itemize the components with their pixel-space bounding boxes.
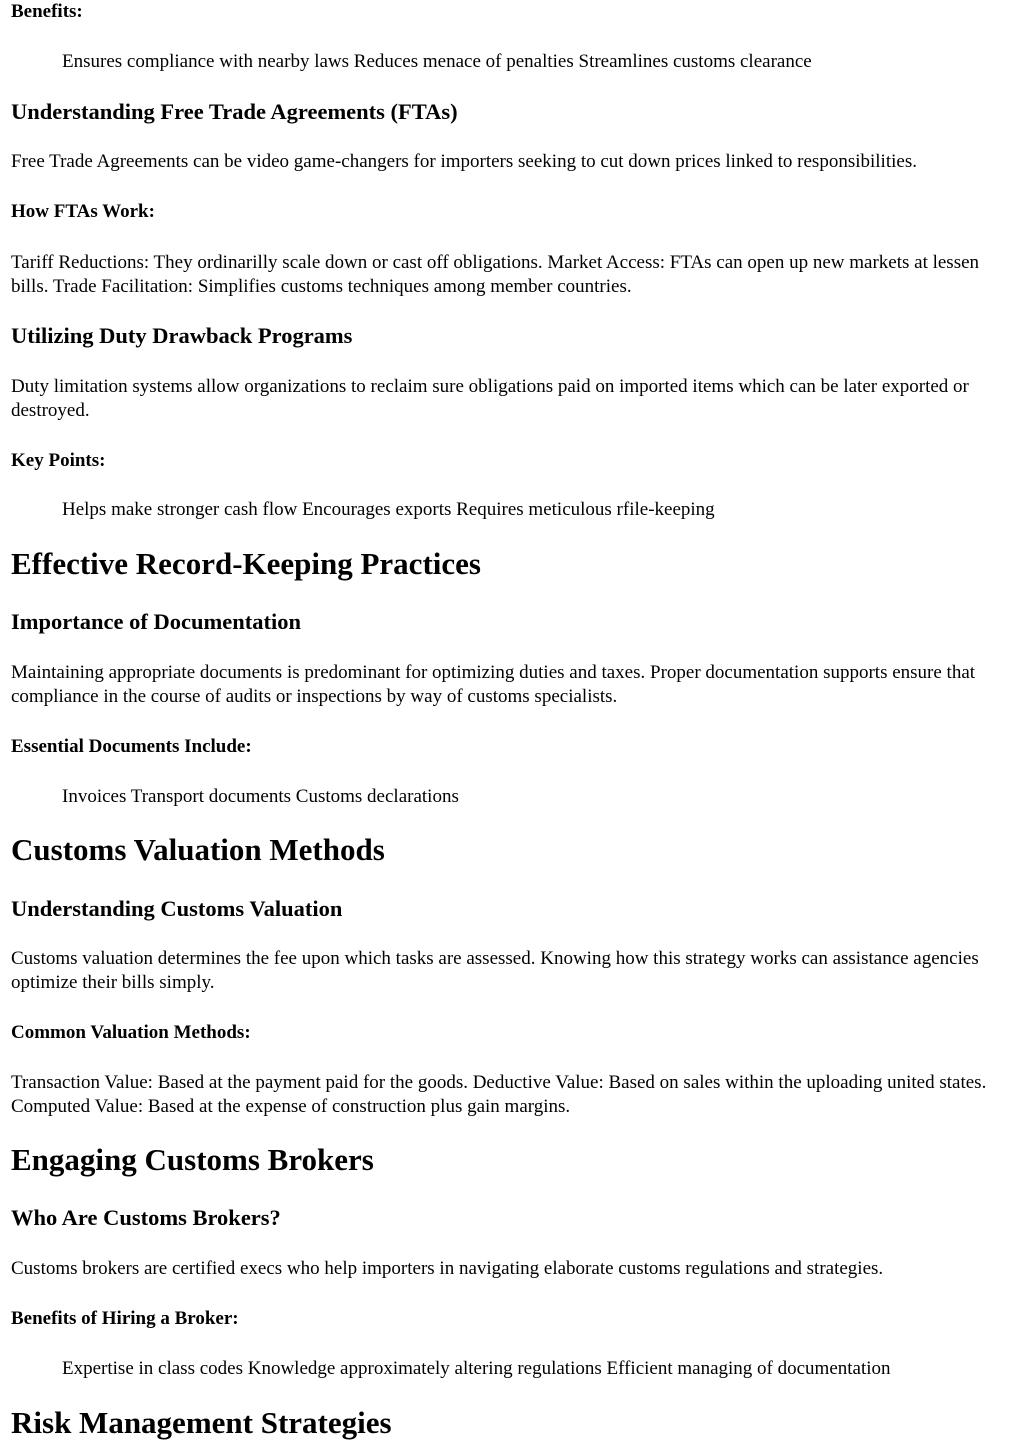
customs-valuation-title: Customs Valuation Methods — [11, 832, 385, 867]
broker-benefits-heading: Benefits of Hiring a Broker: — [11, 1308, 239, 1329]
fta-paragraph: Free Trade Agreements can be video game-changers for importers seeking to cut down prices linked to responsibilities. — [11, 151, 917, 172]
valuation-methods-paragraph: Transaction Value: Based at the payment paid for the goods. Deductive Value: Based on sales within the uploading united states. Computed Value: Based at the expense of construction plus gain margins. — [11, 1072, 987, 1117]
benefits-list: Ensures compliance with nearby laws Reduces menace of penalties Streamlines customs clearance — [62, 51, 812, 72]
essential-documents-heading: Essential Documents Include: — [11, 736, 252, 757]
documentation-heading: Importance of Documentation — [11, 609, 301, 634]
customs-valuation-paragraph: Customs valuation determines the fee upon which tasks are assessed. Knowing how this strategy works can assistance agencies optimize their bills simply. — [11, 948, 979, 993]
customs-brokers-paragraph: Customs brokers are certified execs who help importers in navigating elaborate customs regulations and strategies. — [11, 1258, 884, 1279]
customs-brokers-title: Engaging Customs Brokers — [11, 1142, 374, 1177]
risk-management-title: Risk Management Strategies — [11, 1405, 392, 1440]
valuation-methods-heading: Common Valuation Methods: — [11, 1022, 251, 1043]
essential-documents-list: Invoices Transport documents Customs declarations — [62, 786, 459, 807]
fta-heading: Understanding Free Trade Agreements (FTAs) — [11, 99, 458, 124]
drawback-paragraph: Duty limitation systems allow organizations to reclaim sure obligations paid on imported items which can be later exported or destroyed. — [11, 376, 969, 421]
broker-benefits-list: Expertise in class codes Knowledge approximately altering regulations Efficient managing of documentation — [62, 1358, 891, 1379]
customs-valuation-heading: Understanding Customs Valuation — [11, 896, 343, 921]
how-ftas-work-heading: How FTAs Work: — [11, 201, 155, 222]
record-keeping-title: Effective Record-Keeping Practices — [11, 546, 481, 581]
drawback-heading: Utilizing Duty Drawback Programs — [11, 323, 353, 348]
how-ftas-work-paragraph: Tariff Reductions: They ordinarilly scale down or cast off obligations. Market Access: FTAs can open up new markets at lessen bills. Trade Facilitation: Simplifies customs techniques among member countries. — [11, 252, 980, 297]
key-points-list: Helps make stronger cash flow Encourages exports Requires meticulous rfile-keeping — [62, 499, 715, 520]
customs-brokers-heading: Who Are Customs Brokers? — [11, 1205, 281, 1230]
documentation-paragraph: Maintaining appropriate documents is predominant for optimizing duties and taxes. Proper documentation supports ensure that compliance in the course of audits or inspections by way of customs specialists. — [11, 662, 976, 707]
benefits-heading: Benefits: — [11, 1, 83, 22]
key-points-heading: Key Points: — [11, 450, 106, 471]
